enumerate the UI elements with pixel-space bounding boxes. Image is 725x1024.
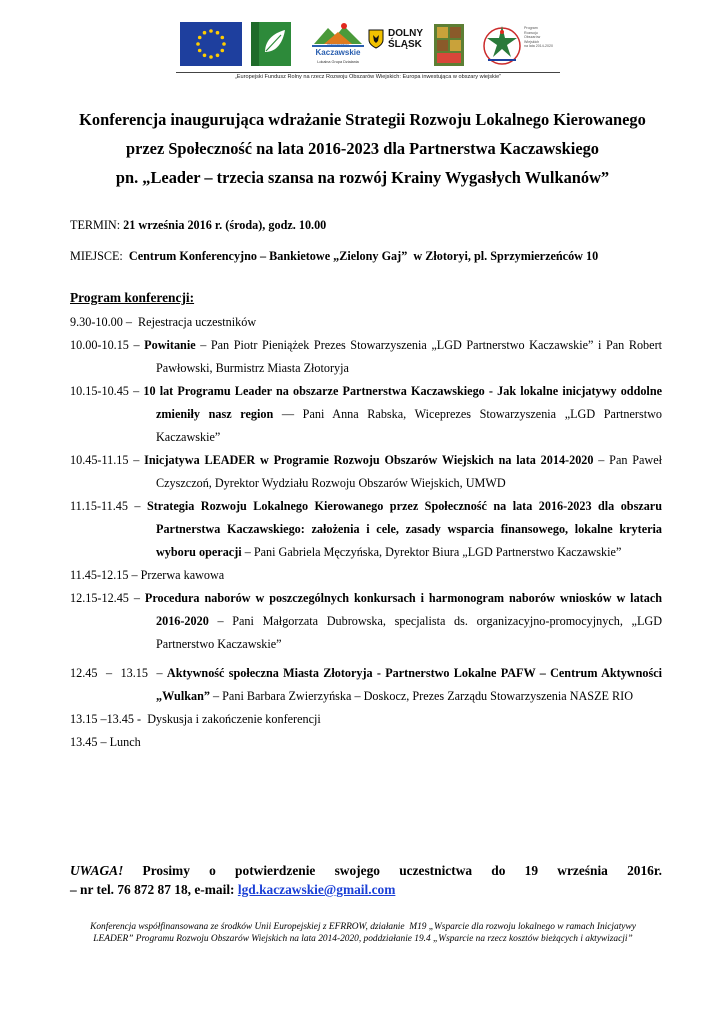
agenda-time: 9.30-10.00 – [70,315,132,329]
agenda-item [70,311,662,334]
prow-line: Program [524,26,538,30]
dolny-slask-logo [368,26,430,56]
prow-logo [480,20,560,68]
agenda-rest: Przerwa kawowa [140,568,225,582]
rsvp-line-1 [70,861,662,880]
rsvp-contact: – nr tel. 76 872 87 18, e-mail: [70,882,235,897]
rsvp-word: potwierdzenie [235,863,316,878]
agenda-rest: – Pan Paweł Czyszczoń, Dyrektor Wydziału Rozwoju Obszarów Wiejskich, UMWD [156,453,663,490]
agenda-item [70,380,662,449]
agenda-item [70,662,662,708]
agenda-item [70,708,662,731]
rsvp-word: Prosimy [142,863,190,878]
rsvp-word: do [491,863,506,878]
agenda-time: 10.00-10.15 – [70,338,140,352]
logo-strip [180,20,560,70]
funding-footer [40,921,686,945]
prow-line: na lata 2014-2020 [524,44,553,49]
agenda-item [70,587,662,656]
agenda-item [70,449,662,495]
partnerstwo-word: Kaczawskie [315,48,361,57]
eu-flag-logo [180,22,242,66]
termin-label: TERMIN: [70,218,121,232]
prow-caption [524,26,560,49]
agenda-item [70,731,662,754]
agenda-topic: Procedura naborów w poszczególnych konkursach i harmonogram naborów wniosków w latach 2016-2020 [144,591,663,628]
agenda-item [70,334,662,380]
miejsce-row [70,249,598,264]
agenda-rest: — Pani Anna Rabska, Wiceprezes Stowarzyszenia „LGD Partnerstwo Kaczawskie” [156,407,662,444]
rsvp-word: swojego [334,863,380,878]
agenda-rest: – Pani Barbara Zwierzyńska – Doskocz, Prezes Zarządu Stowarzyszenia NASZE RIO [213,689,634,703]
conference-title [60,105,665,192]
rsvp-word: 2016r. [627,863,662,878]
agenda-time: 12.45 – 13.15 – [70,666,163,680]
miejsce-value: Centrum Konferencyjno – Bankietowe „Zielony Gaj” w Złotoryi, pl. Sprzymierzeńców 10 [128,249,599,263]
agenda-time: 13.45 – [70,735,107,749]
leader-leaf-icon [251,22,291,66]
dolny-slask-text [388,28,423,50]
partnerstwo-wordmark [310,48,366,57]
rsvp-word: września [557,863,608,878]
agenda-topic: Aktywność społeczna Miasta Złotoryja - Partnerstwo Lokalne PAFW – Centrum Aktywności „Wulkan” [156,666,663,703]
agenda-rest: Lunch [109,735,141,749]
eu-stars-icon [180,22,242,66]
agenda-item [70,564,662,587]
title-line-3: pn. „Leader – trzecia szansa na rozwój Krainy Wygasłych Wulkanów” [115,168,610,187]
logo-divider [176,72,560,73]
miejsce-label: MIEJSCE: [70,249,123,263]
prow-star-icon [480,20,524,68]
agenda-rest: Dyskusja i zakończenie konferencji [147,712,321,726]
agenda-time: 11.15-11.45 – [70,499,141,513]
leader-logo [251,22,291,66]
agenda-rest: – Pan Piotr Pieniążek Prezes Stowarzyszenia „LGD Partnerstwo Kaczawskie” i Pan Robert Pawłowski, Burmistrz Miasta Złotoryja [156,338,663,375]
prow-line: Rozwoju [524,30,538,35]
agenda-rest: Rejestracja uczestników [138,315,257,329]
agenda-time: 12.15-12.45 – [70,591,140,605]
efrrow-caption: „Europejski Fundusz Rolny na rzecz Rozwoju Obszarów Wiejskich: Europa inwestująca w obszary wiejskie” [234,74,502,80]
agenda-topic: Powitanie [144,338,196,352]
termin-row [70,218,326,233]
rsvp-notice [70,861,662,899]
partnerstwo-subtitle: Lokalna Grupa Działania [317,60,359,64]
agenda-time: 10.15-10.45 – [70,384,140,398]
partnerstwo-kaczawskie-logo [310,20,366,68]
agenda-rest: – Pani Gabriela Męczyńska, Dyrektor Biura „LGD Partnerstwo Kaczawskie” [244,545,622,559]
rsvp-word: 19 [524,863,539,878]
agenda-topic: Inicjatywa LEADER w Programie Rozwoju Obszarów Wiejskich na lata 2014-2020 [144,453,594,467]
agenda-item [70,495,662,564]
footer-line-2: LEADER” Programu Rozwoju Obszarów Wiejskich na lata 2014-2020, poddziałanie 19.4 „Wsparcie na rzecz kosztów bieżących i aktywizacji” [93,934,633,944]
agenda-time: 10.45-11.15 – [70,453,140,467]
heraldic-emblem-logo [434,24,464,66]
email-link[interactable]: lgd.kaczawskie@gmail.com [237,882,396,897]
rsvp-word: uczestnictwa [399,863,473,878]
slask-word: ŚLĄSK [388,39,422,50]
title-line-2: przez Społeczność na lata 2016-2023 dla Partnerstwa Kaczawskiego [126,139,599,158]
uwaga-label: UWAGA! [70,863,124,878]
prow-line: Wiejskich [524,39,540,44]
agenda-time: 13.15 –13.45 - [70,712,142,726]
agenda-rest: – Pani Małgorzata Dubrowska, specjalista ds. organizacyjno-promocyjnych, „LGD Partnerstwo Kaczawskie” [156,614,663,651]
title-line-1: Konferencja inaugurująca wdrażanie Strategii Rozwoju Lokalnego Kierowanego [79,110,646,129]
heraldic-grid-icon [434,24,464,66]
prow-line: Obszarów [524,35,541,40]
dolny-word: DOLNY [388,28,423,39]
partnerstwo-small: Partnerstwo [327,42,349,47]
footer-line-1: Konferencja współfinansowana ze środków Unii Europejskiej z EFRROW, działanie M19 „Wsparcie dla rozwoju lokalnego w ramach Inicjatywy [90,922,636,932]
eagle-shield-icon [368,29,384,49]
termin-value: 21 września 2016 r. (środa), godz. 10.00 [123,218,327,232]
agenda-topic: 10 lat Programu Leader na obszarze Partnerstwa Kaczawskiego - Jak lokalne inicjatywy oddolne zmieniły nasz region [143,384,663,421]
program-heading: Program konferencji: [70,290,195,305]
rsvp-word: o [209,863,216,878]
agenda-list [70,311,662,754]
agenda-time: 11.45-12.15 – [70,568,138,582]
rsvp-line-2 [70,880,662,899]
agenda-topic: Strategia Rozwoju Lokalnego Kierowanego przez Społeczność na lata 2016-2023 dla obszaru Partnerstwa Kaczawskiego: założenia i cele, zasady wsparcia finansowego, lokalne kryteria wyboru operacji [146,499,662,559]
